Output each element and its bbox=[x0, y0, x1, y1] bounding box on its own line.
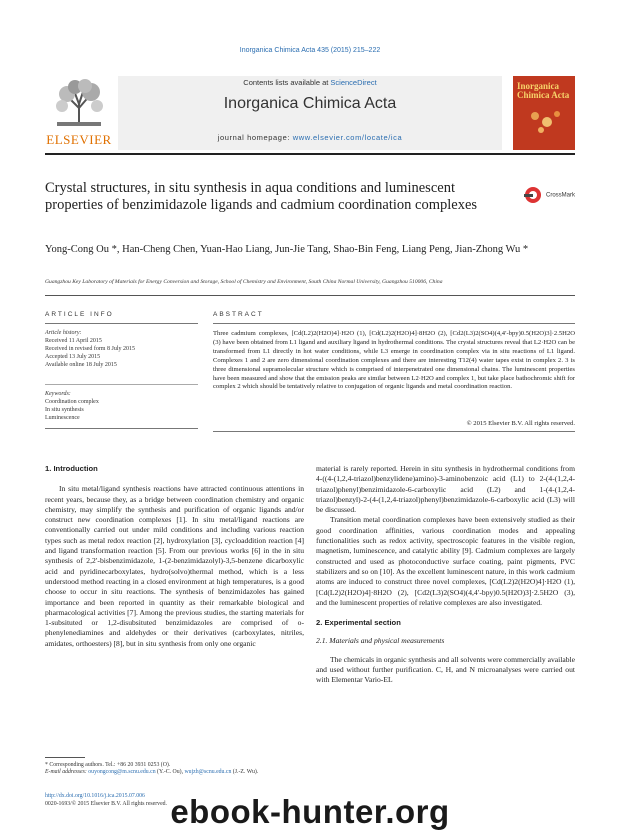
crossmark-label: CrossMark bbox=[546, 192, 576, 199]
section-heading-experimental: 2. Experimental section bbox=[316, 618, 401, 628]
history-item: Accepted 13 July 2015 bbox=[45, 354, 101, 360]
divider bbox=[45, 384, 198, 385]
crossmark-badge[interactable] bbox=[524, 186, 584, 206]
contents-available-line: Contents lists available at ScienceDirect bbox=[243, 78, 377, 87]
cover-title: Inorganica Chimica Acta bbox=[517, 81, 570, 100]
doi-link[interactable]: http://dx.doi.org/10.1016/j.ica.2015.07.006 bbox=[45, 793, 145, 799]
keyword-item: Coordination complex bbox=[45, 399, 99, 405]
divider bbox=[45, 428, 198, 429]
sciencedirect-link[interactable]: ScienceDirect bbox=[330, 78, 377, 87]
email-link[interactable]: wujzh@scnu.edu.cn bbox=[184, 769, 232, 776]
keyword-item: In situ synthesis bbox=[45, 407, 84, 413]
paragraph: material is rarely reported. Herein in situ synthesis in hydrothermal conditions from 4-((4-(1,2,4-triazol)benzylidene)amino)-3-aminobenzoic acid (L1) to 2-(4-(1,2,4-triazol)phenyl)benzimidazole-6-carboxylic acid (L2) and 1-(4-(1,2,4-triazol)benzyl)-2-(4-(1,2,4-triazol)phenyl)benzimidazole-6-carboxylic acid (L3) will be discussed. bbox=[316, 464, 575, 515]
corresponding-author-note: * Corresponding authors. Tel.: +86 20 3931 0253 (O). bbox=[45, 762, 171, 768]
article-history bbox=[45, 329, 200, 369]
section-heading-introduction: 1. Introduction bbox=[45, 464, 98, 473]
affiliation: Guangzhou Key Laboratory of Materials for Energy Conversion and Storage, School of Chemistry and Environment, South China Normal University, Guangzhou 510006, China bbox=[45, 279, 443, 285]
email-link[interactable]: ouyongcong@m.scnu.edu.cn bbox=[88, 769, 156, 776]
abstract-text: Three cadmium complexes, [Cd(L2)2(H2O)4]·H2O (1), [Cd(L2)2(H2O)4]·8H2O (2), [Cd2(L3)2(SO4)(4,4′-bpy)0.5(H2O)3]·2.5H2O (3) have been obtained from L1 ligand and auxiliary ligand in hydrothermal conditions. The crystal structures reveal that L2·H2O can be transformed from L1 directly in hot water conditions, while L3 emerge in coordination complex via in situ reactions of L1 ligand. Complexes 1 and 2 are zero dimensional coordination complexes and there are interesting T12(4) water tapes exist in complex 2. 3 is three dimensional supramolecular structure which is comprised of interpenetrated one dimensional chains. The luminescent properties have been measured and show that the emission peaks are similar between L2·H2O and complex 1, but take place bathochromic shift for complex 2 which should be tentatively relative to conjugation of organic ligands and metal coordination reaction. bbox=[213, 330, 575, 391]
abstract-label: ABSTRACT bbox=[213, 311, 264, 318]
divider bbox=[45, 295, 575, 296]
history-heading: Article history: bbox=[45, 330, 82, 336]
crossmark-icon bbox=[524, 186, 542, 204]
introduction-paragraph: In situ metal/ligand synthesis reactions have attracted continuous attentions in recent years, because they, as a bridge between coordination chemistry and organic chemistry, may simplify the synthesis and purification of organic ligands and/or construct new coordination complexes [1]. In situ metal/ligand reactions are conventionally carried out under mild conditions and including various reaction types such as metal redox reaction [2], hydroxylation [3], cycloaddition reaction [4] and ligand transformation reaction [5]. From our previous works [6] in the in situ synthesis of 2,2′-bisbenzimidazole, 1-(2-benzimidazolyl)-3,5-benzene dicarboxylic acid and pyridinecarboxylates, hydro(solvo)thermal method, which is a less understood method reacting in a closed environment at high temperatures, is a good choose to occur in situ reactions. The synthesis of benzimidazoles has gained importance and been reported in quantity as their remarkable biological and pharmacological activities [7]. Among the previous studies, the starting materials for 1-subsituted or 1,2-disubsituted benzimidazoles are comprised of o-phenylenediamines and aldehydes or their derivatives (carboxylates, nitriles, amidates, orthoesters) [8], but in situ synthesis from only one organic bbox=[45, 484, 304, 648]
watermark-text: ebook-hunter.org bbox=[170, 793, 450, 830]
abstract-copyright: © 2015 Elsevier B.V. All rights reserved. bbox=[466, 420, 575, 427]
cover-graphic bbox=[527, 108, 563, 136]
footnote-rule bbox=[45, 757, 85, 758]
divider bbox=[45, 323, 198, 324]
elsevier-wordmark: ELSEVIER bbox=[46, 132, 112, 147]
paragraph: Transition metal coordination complexes have been extensively studied as their good coordination affinities, various coordination modes and appealing functionalities such as redox activity, spectroscopic features in the visible region, magnetism, luminescence, and catalytic ability [9]. Cadmium complexes are largely constructed and used as photoconductive surface coating, paint pigments, PVC stabilizers and so on [10]. As the excellent luminescent nature, in this work cadmium atoms are induced to construct three novel complexes, [Cd(L2)2(H2O)4]·H2O (1), [Cd(L2)2(H2O)4]·8H2O (2), [Cd2(L3)2(SO4)(4,4′-bpy)0.5(H2O)3]·2.5H2O (3), and the luminescent properties of relative complexes are also investigated. bbox=[316, 515, 575, 607]
issn-line: 0020-1693/© 2015 Elsevier B.V. All rights reserved. bbox=[45, 800, 167, 807]
paragraph: The chemicals in organic synthesis and all solvents were commercially available and used without further purification. C, H, and N microanalyses were carried out with Elementar Vario-EL bbox=[316, 654, 575, 685]
history-item: Available online 18 July 2015 bbox=[45, 362, 117, 368]
subsection-heading: 2.1. Materials and physical measurements bbox=[316, 636, 445, 646]
author-list: Yong-Cong Ou *, Han-Cheng Chen, Yuan-Hao Liang, Jun-Jie Tang, Shao-Bin Feng, Liang Peng, Jian-Zhong Wu * bbox=[45, 244, 529, 255]
homepage-link[interactable]: www.elsevier.com/locate/ica bbox=[292, 133, 403, 142]
history-item: Received 11 April 2015 bbox=[45, 338, 102, 344]
journal-homepage-line: journal homepage: www.elsevier.com/locate/ica bbox=[217, 133, 403, 142]
email-addresses: E-mail addresses: ouyongcong@m.scnu.edu.cn (Y.-C. Ou), wujzh@scnu.edu.cn (J.-Z. Wu). bbox=[45, 769, 259, 776]
footnote bbox=[45, 762, 304, 777]
history-item: Received in revised form 8 July 2015 bbox=[45, 346, 135, 352]
keyword-item: Luminescence bbox=[45, 415, 80, 421]
journal-title: Inorganica Chimica Acta bbox=[223, 95, 397, 112]
article-title: Crystal structures, in situ synthesis in aqua conditions and luminescent properties of benzimidazole ligands and cadmium coordination complexes bbox=[45, 180, 478, 213]
body-column-right bbox=[316, 464, 575, 686]
header-rule bbox=[45, 153, 575, 155]
divider bbox=[213, 323, 575, 324]
elsevier-tree-icon bbox=[53, 78, 105, 128]
journal-cover-image bbox=[513, 76, 575, 150]
journal-reference-link[interactable]: Inorganica Chimica Acta 435 (2015) 215–222 bbox=[239, 47, 381, 54]
body-column-left bbox=[45, 464, 304, 649]
elsevier-logo bbox=[45, 76, 113, 150]
keywords-block bbox=[45, 390, 200, 422]
keywords-heading: Keywords: bbox=[45, 391, 71, 397]
divider bbox=[213, 431, 575, 432]
article-info-label: ARTICLE INFO bbox=[45, 311, 114, 318]
